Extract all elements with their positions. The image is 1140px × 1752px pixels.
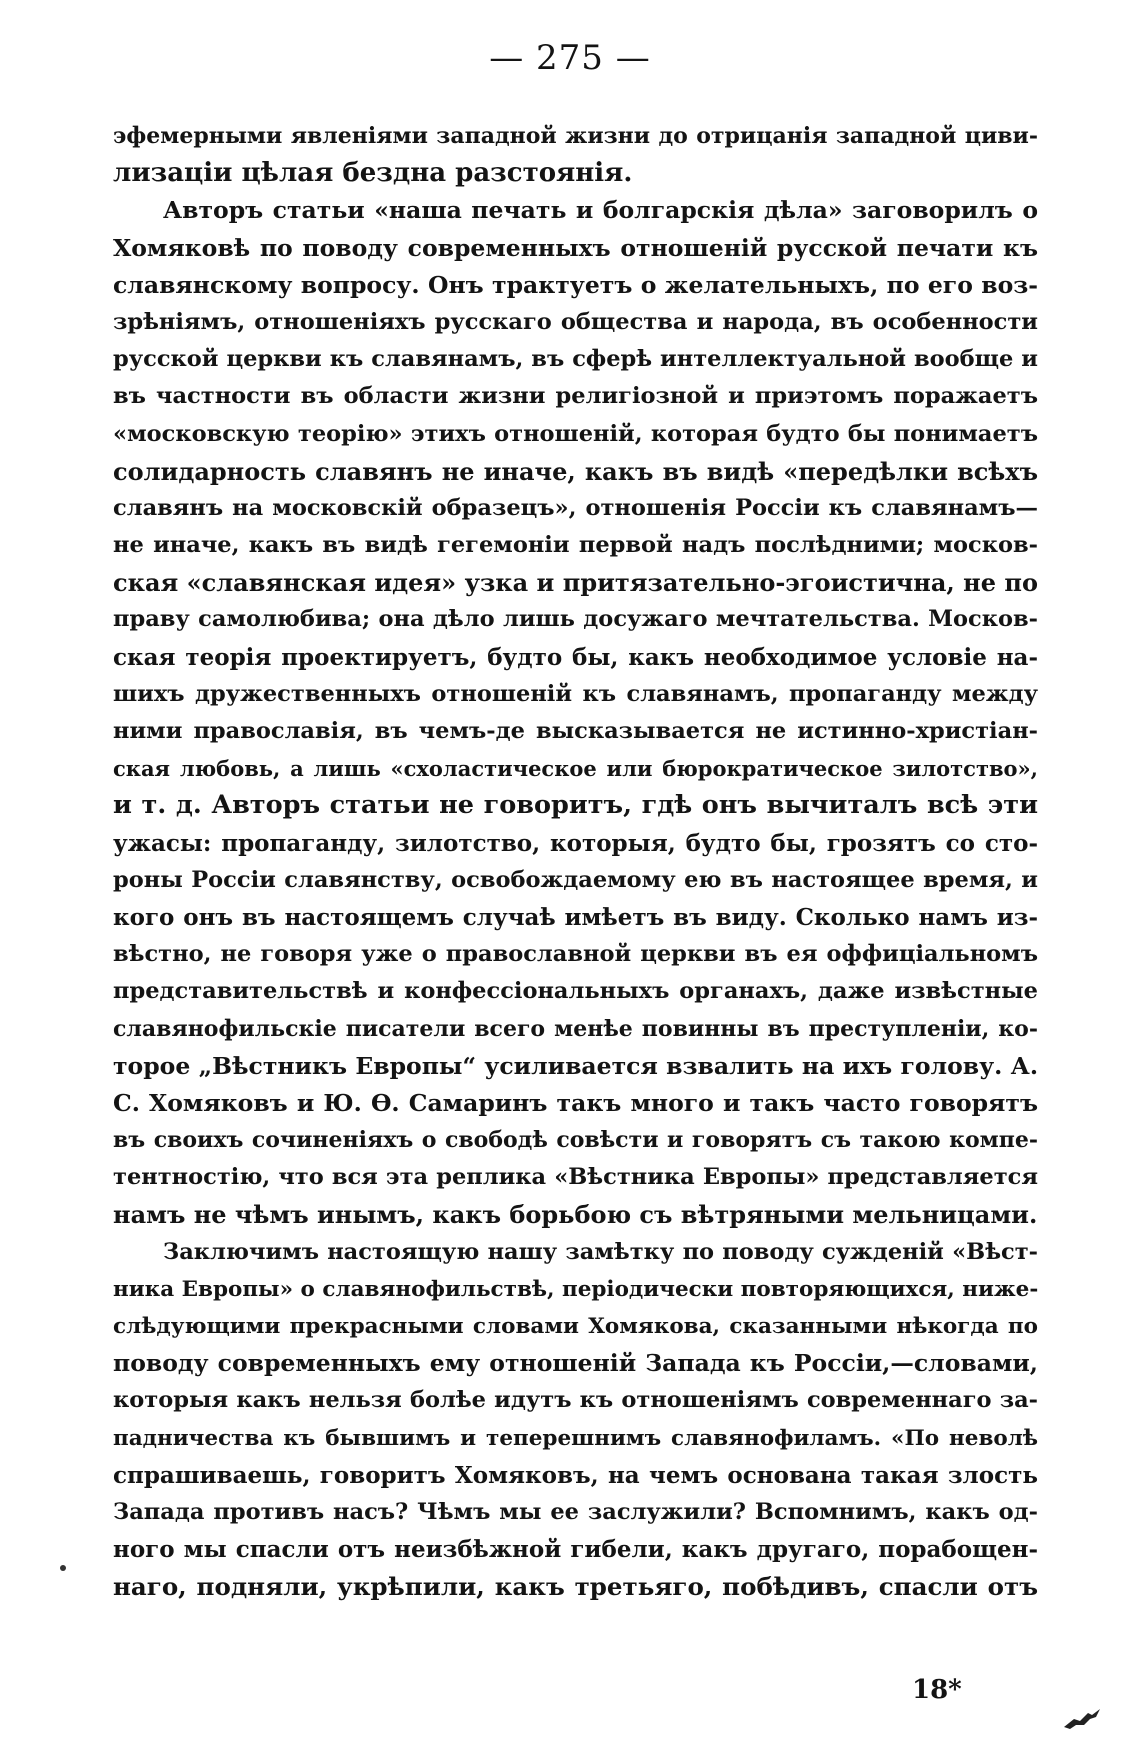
text-line: падничества къ бывшимъ и теперешнимъ славянофиламъ. «По неволѣ (113, 1425, 1038, 1451)
page-number: — 275 — (489, 38, 651, 78)
text-line: не иначе, какъ въ видѣ гегемоніи первой надъ послѣдними; москов- (113, 532, 1038, 559)
text-line: въ частности въ области жизни религіозной и приэтомъ поражаетъ (113, 383, 1038, 410)
signature-mark: 18* (912, 1675, 962, 1705)
text-line: которыя какъ нельзя болѣе идутъ къ отношеніямъ современнаго за- (113, 1387, 1038, 1414)
text-line: славянскому вопросу. Онъ трактуетъ о желательныхъ, по его воз- (113, 270, 1038, 299)
text-line: наго, подняли, укрѣпили, какъ третьяго, побѣдивъ, спасли отъ (113, 1572, 1038, 1602)
text-line: ужасы: пропаганду, зилотство, которыя, будто бы, грозятъ со сто- (113, 829, 1038, 857)
text-line: Запада противъ насъ? Чѣмъ мы ее заслужили? Вспомнимъ, какъ од- (113, 1498, 1038, 1525)
text-line: роны Россіи славянству, освобождаемому ею въ настоящее время, и (113, 866, 1038, 893)
text-line: Хомяковѣ по поводу современныхъ отношеній русской печати къ (113, 233, 1038, 262)
text-line: «московскую теорію» этихъ отношеній, которая будто бы понимаетъ (113, 420, 1038, 447)
text-line: лизаціи цѣлая бездна разстоянія. (113, 158, 633, 189)
text-line: ская теорія проектируетъ, будто бы, какъ необходимое условіе на- (113, 643, 1038, 671)
text-line: праву самолюбива; она дѣло лишь досужаго мечтательства. Москов- (113, 606, 1038, 633)
text-line: въ своихъ сочиненіяхъ о свободѣ совѣсти и говорятъ съ такою компе- (113, 1127, 1038, 1154)
text-line: поводу современныхъ ему отношеній Запада къ Россіи,—словами, (113, 1349, 1038, 1378)
text-line: Заключимъ настоящую нашу замѣтку по поводу сужденій «Вѣст- (163, 1238, 1038, 1265)
text-line: ника Европы» о славянофильствѣ, періодически повторяющихся, ниже- (113, 1276, 1038, 1302)
body-text (113, 118, 1038, 1606)
text-line: и т. д. Авторъ статьи не говоритъ, гдѣ онъ вычиталъ всѣ эти (113, 790, 1038, 821)
text-line: ская «славянская идея» узка и притязательно-эгоистична, не по (113, 568, 1038, 598)
text-line: спрашиваешь, говоритъ Хомяковъ, на чемъ основана такая злость (113, 1461, 1038, 1489)
text-line: намъ не чѣмъ инымъ, какъ борьбою съ вѣтряными мельницами. (113, 1200, 1038, 1230)
text-line: эфемерными явленіями западной жизни до отрицанія западной циви- (113, 123, 1038, 149)
text-line: ного мы спасли отъ неизбѣжной гибели, какъ другаго, порабощен- (113, 1536, 1038, 1564)
text-line: вѣстно, не говоря уже о православной церкви въ ея оффиціальномъ (113, 941, 1038, 968)
text-line: представительствѣ и конфессіональныхъ органахъ, даже извѣстные (113, 978, 1038, 1005)
text-line: ская любовь, а лишь «схоластическое или бюрократическое зилотство», (113, 756, 1038, 782)
text-line: Авторъ статьи «наша печать и болгарскія дѣла» заговорилъ о (163, 196, 1038, 225)
text-line: тентностію, что вся эта реплика «Вѣстника Европы» представляется (113, 1164, 1038, 1191)
text-line: ними православія, въ чемъ-де высказывается не истинно-христіан- (113, 718, 1038, 744)
text-line: славянъ на московскій образецъ», отношенія Россіи къ славянамъ— (113, 494, 1038, 521)
text-line: торое „Вѣстникъ Европы“ усиливается взвалить на ихъ голову. А. (113, 1051, 1038, 1080)
text-line: славянофильскіе писатели всего менѣе повинны въ преступленіи, ко- (113, 1015, 1038, 1042)
margin-speck (60, 1565, 66, 1571)
printer-ornament-icon (1062, 1705, 1102, 1731)
text-line: шихъ дружественныхъ отношеній къ славянамъ, пропаганду между (113, 680, 1038, 707)
text-line: солидарность славянъ не иначе, какъ въ видѣ «передѣлки всѣхъ (113, 456, 1038, 486)
text-line: С. Хомяковъ и Ю. Ѳ. Самаринъ такъ много и такъ часто говорятъ (113, 1088, 1038, 1117)
text-line: зрѣніямъ, отношеніяхъ русскаго общества и народа, въ особенности (113, 308, 1038, 335)
text-line: русской церкви къ славянамъ, въ сферѣ интеллектуальной вообще и (113, 346, 1038, 373)
text-line: кого онъ въ настоящемъ случаѣ имѣетъ въ виду. Сколько намъ из- (113, 903, 1038, 931)
text-line: слѣдующими прекрасными словами Хомякова, сказанными нѣкогда по (113, 1314, 1038, 1339)
